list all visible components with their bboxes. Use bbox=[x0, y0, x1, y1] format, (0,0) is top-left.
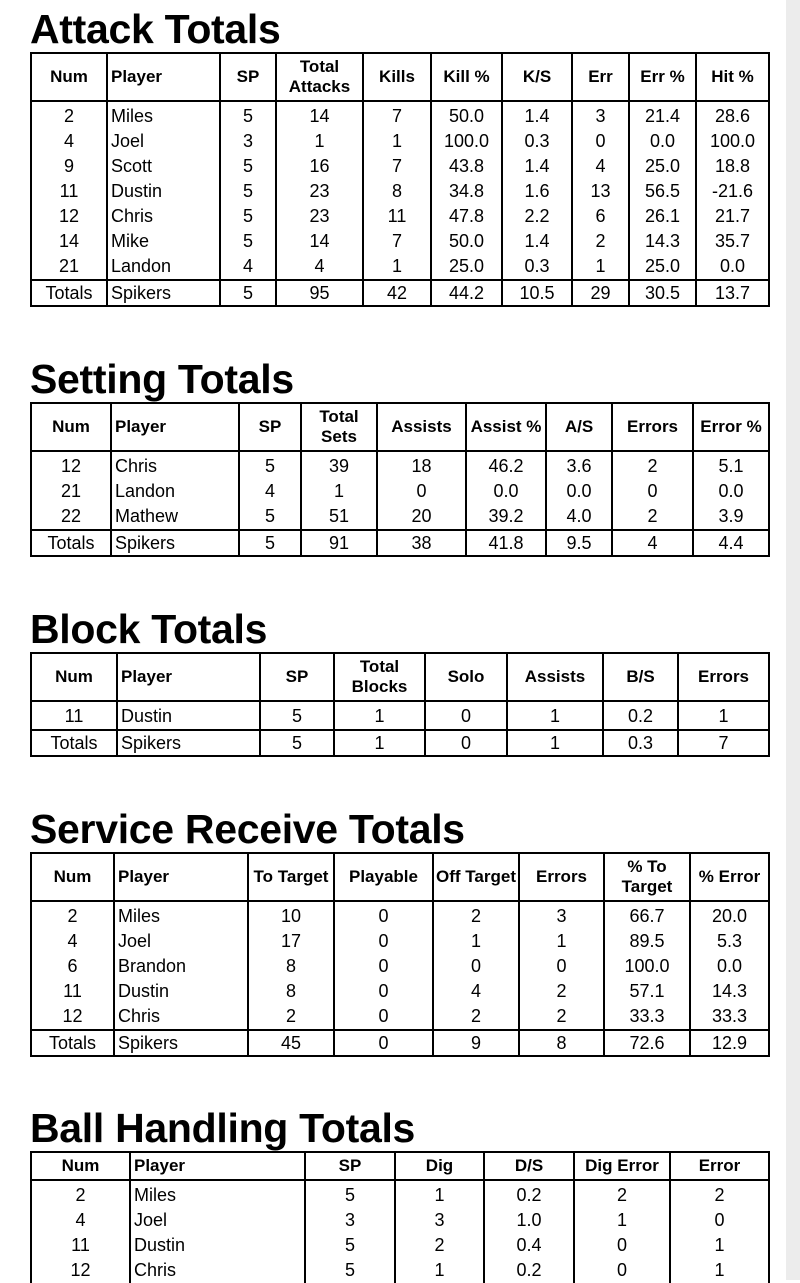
table-row bbox=[31, 254, 769, 280]
table-cell: 25.0 bbox=[431, 254, 502, 280]
table-cell: 14.3 bbox=[690, 979, 769, 1004]
table-cell: 2 bbox=[433, 901, 519, 929]
table-cell: 1.4 bbox=[502, 101, 572, 129]
totals-cell: 13.7 bbox=[696, 280, 769, 306]
setting-col-header: A/S bbox=[546, 403, 612, 451]
setting-table bbox=[30, 402, 770, 557]
totals-cell: 0 bbox=[334, 1030, 433, 1056]
table-row bbox=[31, 451, 769, 479]
table-cell: 0 bbox=[612, 479, 693, 504]
table-cell: Landon bbox=[107, 254, 220, 280]
table-cell: 0.0 bbox=[693, 479, 769, 504]
table-cell: Brandon bbox=[114, 954, 248, 979]
table-cell: 28.6 bbox=[696, 101, 769, 129]
totals-cell: 9 bbox=[433, 1030, 519, 1056]
table-cell: 3 bbox=[395, 1208, 484, 1233]
table-cell: 0.0 bbox=[690, 954, 769, 979]
table-cell: 0.0 bbox=[466, 479, 546, 504]
table-cell: 0 bbox=[574, 1233, 670, 1258]
attack-title: Attack Totals bbox=[30, 6, 281, 52]
table-cell: 0 bbox=[334, 901, 433, 929]
table-cell: 5.3 bbox=[690, 929, 769, 954]
table-cell: 11 bbox=[363, 204, 431, 229]
table-cell: 14 bbox=[276, 229, 363, 254]
table-cell: 2 bbox=[31, 901, 114, 929]
table-cell: Joel bbox=[107, 129, 220, 154]
receive-title: Service Receive Totals bbox=[30, 806, 465, 852]
setting-col-header: Total Sets bbox=[301, 403, 377, 451]
table-cell: 14 bbox=[276, 101, 363, 129]
totals-cell: 72.6 bbox=[604, 1030, 690, 1056]
totals-cell: 0 bbox=[425, 730, 507, 756]
table-cell: 5 bbox=[220, 154, 276, 179]
totals-cell: Totals bbox=[31, 280, 107, 306]
table-cell: 100.0 bbox=[696, 129, 769, 154]
table-cell: 1 bbox=[670, 1233, 769, 1258]
attack-col-header: SP bbox=[220, 53, 276, 101]
table-cell: Landon bbox=[111, 479, 239, 504]
block-col-header: Total Blocks bbox=[334, 653, 425, 701]
table-row bbox=[31, 204, 769, 229]
block-header-row bbox=[31, 653, 769, 701]
table-row bbox=[31, 1258, 769, 1283]
table-cell: 0.0 bbox=[629, 129, 696, 154]
table-cell: 12 bbox=[31, 1004, 114, 1030]
table-cell: 21 bbox=[31, 254, 107, 280]
table-cell: Joel bbox=[114, 929, 248, 954]
page-scrollbar[interactable] bbox=[786, 0, 800, 1280]
table-cell: 16 bbox=[276, 154, 363, 179]
table-row bbox=[31, 1004, 769, 1030]
table-cell: 33.3 bbox=[690, 1004, 769, 1030]
table-cell: 5 bbox=[305, 1180, 395, 1208]
table-cell: 23 bbox=[276, 179, 363, 204]
table-cell: 7 bbox=[363, 154, 431, 179]
table-cell: 3.6 bbox=[546, 451, 612, 479]
attack-col-header: Err bbox=[572, 53, 629, 101]
table-cell: 20 bbox=[377, 504, 466, 530]
table-row bbox=[31, 479, 769, 504]
table-cell: 3 bbox=[519, 901, 604, 929]
table-cell: 39.2 bbox=[466, 504, 546, 530]
table-cell: 5 bbox=[220, 179, 276, 204]
table-cell: 0 bbox=[572, 129, 629, 154]
table-cell: 4 bbox=[239, 479, 301, 504]
setting-col-header: Player bbox=[111, 403, 239, 451]
table-cell: 6 bbox=[31, 954, 114, 979]
table-cell: 33.3 bbox=[604, 1004, 690, 1030]
setting-section bbox=[30, 356, 770, 557]
table-cell: 1 bbox=[507, 701, 603, 730]
table-cell: 0 bbox=[425, 701, 507, 730]
table-cell: 34.8 bbox=[431, 179, 502, 204]
table-row bbox=[31, 929, 769, 954]
table-cell: 1 bbox=[678, 701, 769, 730]
table-row bbox=[31, 979, 769, 1004]
table-cell: 1 bbox=[572, 254, 629, 280]
totals-cell: 5 bbox=[239, 530, 301, 556]
table-cell: -21.6 bbox=[696, 179, 769, 204]
table-cell: 2 bbox=[572, 229, 629, 254]
totals-cell: 30.5 bbox=[629, 280, 696, 306]
table-cell: 0.2 bbox=[484, 1180, 574, 1208]
table-cell: 11 bbox=[31, 701, 117, 730]
table-cell: 43.8 bbox=[431, 154, 502, 179]
table-row bbox=[31, 901, 769, 929]
totals-cell: 95 bbox=[276, 280, 363, 306]
table-cell: 4 bbox=[572, 154, 629, 179]
receive-col-header: Off Target bbox=[433, 853, 519, 901]
table-cell: 5 bbox=[260, 701, 334, 730]
table-cell: 0.0 bbox=[696, 254, 769, 280]
table-cell: 10 bbox=[248, 901, 334, 929]
table-cell: 0.3 bbox=[502, 254, 572, 280]
table-cell: 100.0 bbox=[604, 954, 690, 979]
table-cell: 0 bbox=[574, 1258, 670, 1283]
setting-col-header: Error % bbox=[693, 403, 769, 451]
handling-header-row bbox=[31, 1152, 769, 1180]
block-title: Block Totals bbox=[30, 606, 268, 652]
table-cell: 5 bbox=[220, 229, 276, 254]
table-cell: 11 bbox=[31, 979, 114, 1004]
table-cell: 13 bbox=[572, 179, 629, 204]
table-cell: Chris bbox=[114, 1004, 248, 1030]
table-cell: 21.7 bbox=[696, 204, 769, 229]
table-cell: 100.0 bbox=[431, 129, 502, 154]
table-cell: 9 bbox=[31, 154, 107, 179]
table-cell: 26.1 bbox=[629, 204, 696, 229]
table-cell: 0 bbox=[334, 979, 433, 1004]
setting-col-header: Assist % bbox=[466, 403, 546, 451]
table-row bbox=[31, 101, 769, 129]
table-cell: 47.8 bbox=[431, 204, 502, 229]
table-cell: 3 bbox=[220, 129, 276, 154]
handling-col-header: Dig Error bbox=[574, 1152, 670, 1180]
totals-cell: 1 bbox=[334, 730, 425, 756]
block-col-header: Num bbox=[31, 653, 117, 701]
table-cell: 66.7 bbox=[604, 901, 690, 929]
table-row bbox=[31, 954, 769, 979]
table-cell: 1 bbox=[363, 129, 431, 154]
table-cell: 5 bbox=[220, 204, 276, 229]
table-cell: 0 bbox=[433, 954, 519, 979]
totals-row bbox=[31, 280, 769, 306]
table-cell: 2 bbox=[519, 979, 604, 1004]
receive-header-row bbox=[31, 853, 769, 901]
totals-cell: 44.2 bbox=[431, 280, 502, 306]
totals-cell: 12.9 bbox=[690, 1030, 769, 1056]
table-cell: 50.0 bbox=[431, 229, 502, 254]
table-cell: 8 bbox=[363, 179, 431, 204]
table-cell: 2 bbox=[612, 504, 693, 530]
attack-col-header: Player bbox=[107, 53, 220, 101]
table-cell: 89.5 bbox=[604, 929, 690, 954]
table-cell: 2 bbox=[670, 1180, 769, 1208]
totals-cell: 5 bbox=[220, 280, 276, 306]
table-cell: Chris bbox=[111, 451, 239, 479]
block-col-header: B/S bbox=[603, 653, 678, 701]
table-cell: 6 bbox=[572, 204, 629, 229]
block-col-header: Assists bbox=[507, 653, 603, 701]
handling-table bbox=[30, 1151, 770, 1283]
table-cell: 0.3 bbox=[502, 129, 572, 154]
table-cell: 22 bbox=[31, 504, 111, 530]
table-cell: 2.2 bbox=[502, 204, 572, 229]
handling-col-header: Error bbox=[670, 1152, 769, 1180]
table-cell: Chris bbox=[107, 204, 220, 229]
handling-title: Ball Handling Totals bbox=[30, 1105, 416, 1151]
table-row bbox=[31, 129, 769, 154]
totals-cell: 45 bbox=[248, 1030, 334, 1056]
table-cell: 0.2 bbox=[484, 1258, 574, 1283]
table-cell: 1 bbox=[276, 129, 363, 154]
table-cell: 1 bbox=[301, 479, 377, 504]
receive-table bbox=[30, 852, 770, 1057]
totals-row bbox=[31, 730, 769, 756]
attack-section bbox=[30, 6, 770, 307]
table-row bbox=[31, 1180, 769, 1208]
table-row bbox=[31, 701, 769, 730]
table-cell: Chris bbox=[130, 1258, 305, 1283]
totals-cell: 4 bbox=[612, 530, 693, 556]
block-table bbox=[30, 652, 770, 757]
table-cell: 5.1 bbox=[693, 451, 769, 479]
table-cell: 50.0 bbox=[431, 101, 502, 129]
table-cell: 4 bbox=[220, 254, 276, 280]
table-cell: 0 bbox=[670, 1208, 769, 1233]
table-cell: 23 bbox=[276, 204, 363, 229]
table-cell: 3 bbox=[305, 1208, 395, 1233]
totals-cell: Totals bbox=[31, 1030, 114, 1056]
table-cell: 46.2 bbox=[466, 451, 546, 479]
table-cell: 5 bbox=[239, 504, 301, 530]
totals-cell: Spikers bbox=[114, 1030, 248, 1056]
table-cell: 57.1 bbox=[604, 979, 690, 1004]
table-cell: 4.0 bbox=[546, 504, 612, 530]
table-cell: 51 bbox=[301, 504, 377, 530]
attack-col-header: Total Attacks bbox=[276, 53, 363, 101]
block-col-header: Solo bbox=[425, 653, 507, 701]
handling-col-header: SP bbox=[305, 1152, 395, 1180]
table-cell: 0 bbox=[334, 954, 433, 979]
receive-section bbox=[30, 806, 770, 1057]
table-cell: 8 bbox=[248, 979, 334, 1004]
table-cell: Dustin bbox=[130, 1233, 305, 1258]
table-cell: 7 bbox=[363, 229, 431, 254]
table-row bbox=[31, 1233, 769, 1258]
totals-row bbox=[31, 1030, 769, 1056]
totals-cell: 5 bbox=[260, 730, 334, 756]
table-cell: 25.0 bbox=[629, 154, 696, 179]
table-cell: 1 bbox=[670, 1258, 769, 1283]
totals-cell: 0.3 bbox=[603, 730, 678, 756]
table-cell: 11 bbox=[31, 179, 107, 204]
table-row bbox=[31, 154, 769, 179]
table-cell: 1 bbox=[433, 929, 519, 954]
table-cell: 4 bbox=[31, 129, 107, 154]
totals-cell: 10.5 bbox=[502, 280, 572, 306]
table-cell: 11 bbox=[31, 1233, 130, 1258]
table-cell: 2 bbox=[519, 1004, 604, 1030]
table-cell: Mathew bbox=[111, 504, 239, 530]
table-cell: 3 bbox=[572, 101, 629, 129]
table-cell: 2 bbox=[612, 451, 693, 479]
table-cell: 2 bbox=[248, 1004, 334, 1030]
table-cell: 1 bbox=[395, 1180, 484, 1208]
setting-col-header: Assists bbox=[377, 403, 466, 451]
totals-cell: 38 bbox=[377, 530, 466, 556]
table-cell: 2 bbox=[395, 1233, 484, 1258]
totals-cell: Spikers bbox=[107, 280, 220, 306]
table-cell: 14.3 bbox=[629, 229, 696, 254]
table-cell: 2 bbox=[574, 1180, 670, 1208]
attack-col-header: K/S bbox=[502, 53, 572, 101]
table-cell: 1.4 bbox=[502, 229, 572, 254]
receive-col-header: Num bbox=[31, 853, 114, 901]
table-cell: Miles bbox=[130, 1180, 305, 1208]
table-cell: 12 bbox=[31, 1258, 130, 1283]
totals-cell: 1 bbox=[507, 730, 603, 756]
table-cell: 0.0 bbox=[546, 479, 612, 504]
handling-col-header: Dig bbox=[395, 1152, 484, 1180]
table-cell: 35.7 bbox=[696, 229, 769, 254]
attack-col-header: Kills bbox=[363, 53, 431, 101]
totals-cell: 4.4 bbox=[693, 530, 769, 556]
handling-col-header: Player bbox=[130, 1152, 305, 1180]
block-section bbox=[30, 606, 770, 757]
table-cell: 0 bbox=[519, 954, 604, 979]
table-cell: 5 bbox=[220, 101, 276, 129]
receive-col-header: Player bbox=[114, 853, 248, 901]
table-cell: 0 bbox=[334, 1004, 433, 1030]
table-cell: 0 bbox=[377, 479, 466, 504]
table-cell: 1.6 bbox=[502, 179, 572, 204]
table-cell: 4 bbox=[31, 929, 114, 954]
handling-col-header: D/S bbox=[484, 1152, 574, 1180]
totals-cell: Spikers bbox=[111, 530, 239, 556]
table-cell: 14 bbox=[31, 229, 107, 254]
table-cell: 1 bbox=[363, 254, 431, 280]
table-cell: Dustin bbox=[117, 701, 260, 730]
table-cell: Joel bbox=[130, 1208, 305, 1233]
totals-cell: 41.8 bbox=[466, 530, 546, 556]
block-col-header: Player bbox=[117, 653, 260, 701]
table-cell: 12 bbox=[31, 204, 107, 229]
totals-cell: 7 bbox=[678, 730, 769, 756]
setting-col-header: Num bbox=[31, 403, 111, 451]
table-cell: 5 bbox=[305, 1233, 395, 1258]
setting-col-header: SP bbox=[239, 403, 301, 451]
totals-cell: Totals bbox=[31, 730, 117, 756]
table-cell: 0 bbox=[334, 929, 433, 954]
table-cell: 0.4 bbox=[484, 1233, 574, 1258]
table-cell: 18.8 bbox=[696, 154, 769, 179]
handling-section bbox=[30, 1105, 770, 1283]
block-col-header: SP bbox=[260, 653, 334, 701]
attack-col-header: Num bbox=[31, 53, 107, 101]
table-cell: Dustin bbox=[114, 979, 248, 1004]
handling-col-header: Num bbox=[31, 1152, 130, 1180]
totals-cell: 8 bbox=[519, 1030, 604, 1056]
table-row bbox=[31, 504, 769, 530]
table-row bbox=[31, 179, 769, 204]
attack-col-header: Err % bbox=[629, 53, 696, 101]
table-cell: 21 bbox=[31, 479, 111, 504]
table-cell: 4 bbox=[31, 1208, 130, 1233]
table-cell: 1.0 bbox=[484, 1208, 574, 1233]
table-cell: 0.2 bbox=[603, 701, 678, 730]
table-cell: Scott bbox=[107, 154, 220, 179]
table-cell: 5 bbox=[239, 451, 301, 479]
table-cell: Mike bbox=[107, 229, 220, 254]
receive-col-header: Errors bbox=[519, 853, 604, 901]
table-cell: 39 bbox=[301, 451, 377, 479]
totals-cell: Totals bbox=[31, 530, 111, 556]
attack-col-header: Kill % bbox=[431, 53, 502, 101]
table-cell: 20.0 bbox=[690, 901, 769, 929]
table-cell: 56.5 bbox=[629, 179, 696, 204]
attack-header-row bbox=[31, 53, 769, 101]
table-cell: 1 bbox=[574, 1208, 670, 1233]
table-row bbox=[31, 229, 769, 254]
table-cell: 1 bbox=[395, 1258, 484, 1283]
totals-cell: 9.5 bbox=[546, 530, 612, 556]
table-cell: 2 bbox=[433, 1004, 519, 1030]
attack-col-header: Hit % bbox=[696, 53, 769, 101]
table-cell: Miles bbox=[107, 101, 220, 129]
totals-cell: 29 bbox=[572, 280, 629, 306]
table-cell: 21.4 bbox=[629, 101, 696, 129]
receive-col-header: To Target bbox=[248, 853, 334, 901]
table-cell: 3.9 bbox=[693, 504, 769, 530]
totals-cell: Spikers bbox=[117, 730, 260, 756]
table-cell: 7 bbox=[363, 101, 431, 129]
table-cell: 2 bbox=[31, 1180, 130, 1208]
table-cell: 4 bbox=[276, 254, 363, 280]
totals-cell: 91 bbox=[301, 530, 377, 556]
block-col-header: Errors bbox=[678, 653, 769, 701]
setting-header-row bbox=[31, 403, 769, 451]
table-cell: Dustin bbox=[107, 179, 220, 204]
setting-title: Setting Totals bbox=[30, 356, 294, 402]
table-cell: 17 bbox=[248, 929, 334, 954]
receive-col-header: Playable bbox=[334, 853, 433, 901]
table-cell: 1 bbox=[519, 929, 604, 954]
table-cell: 8 bbox=[248, 954, 334, 979]
table-cell: 1 bbox=[334, 701, 425, 730]
setting-col-header: Errors bbox=[612, 403, 693, 451]
table-cell: 18 bbox=[377, 451, 466, 479]
table-cell: 2 bbox=[31, 101, 107, 129]
table-cell: 1.4 bbox=[502, 154, 572, 179]
table-cell: 12 bbox=[31, 451, 111, 479]
table-cell: 4 bbox=[433, 979, 519, 1004]
totals-cell: 42 bbox=[363, 280, 431, 306]
receive-col-header: % To Target bbox=[604, 853, 690, 901]
totals-row bbox=[31, 530, 769, 556]
table-cell: 5 bbox=[305, 1258, 395, 1283]
table-cell: Miles bbox=[114, 901, 248, 929]
attack-table bbox=[30, 52, 770, 307]
table-cell: 25.0 bbox=[629, 254, 696, 280]
receive-col-header: % Error bbox=[690, 853, 769, 901]
table-row bbox=[31, 1208, 769, 1233]
